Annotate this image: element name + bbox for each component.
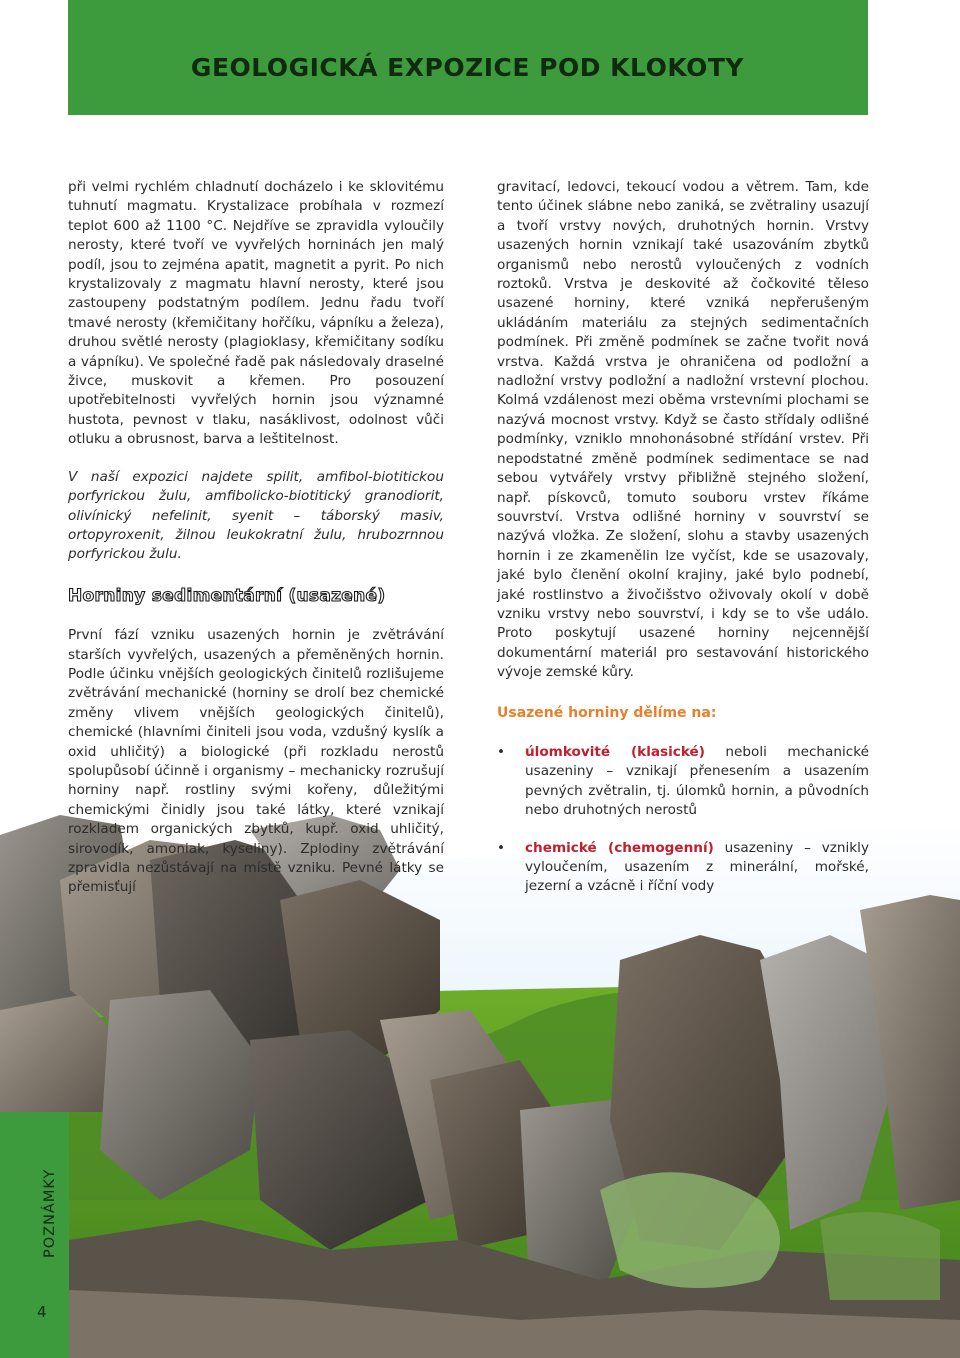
- list-item: [497, 839, 869, 897]
- page-number: 4: [37, 1303, 47, 1321]
- notes-sidebar: [0, 1112, 69, 1358]
- left-paragraph-1: při velmi rychlém chladnutí docházelo i ke sklovitému tuhnutí magmatu. Krystalizace probíhala v rozmezí teplot 600 až 1100 °C. Nejdříve se zpravidla vyloučily nerosty, které tvoří ve vyvřelých horninách jen malý podíl, jsou to zejména apatit, magnetit a pyrit. Po nich krystalizovaly z magmatu hlavní nerosty, které jsou zastoupeny podstatným podílem. Jednu řadu tvoří tmavé nerosty (křemičitany hořčíku, vápníku a železa), druhou světlé nerosty (plagioklasy, křemičitany sodíku a vápníku). Ve společné řadě pak následovaly draselné živce, muskovit a křemen. Pro posouzení upotřebitelnosti vyvřelých hornin jsou významné hustota, pevnost v tlaku, nasáklivost, odolnost vůči otluku a obrusnost, barva a leštitelnost.: [68, 179, 444, 448]
- bullet-term: chemické (chemogenní): [525, 839, 714, 856]
- bullet-text: usazeniny – vznikly vyloučením, usazením z minerální, mořské, jezerní a vzácně i říční vody: [525, 839, 869, 895]
- page-title: GEOLOGICKÁ EXPOZICE POD KLOKOTY: [190, 53, 744, 82]
- bullet-text: neboli mechanické usazeniny – vznikají přenesením a usazením pevných zvětralin, tj. úlomků hornin, a původních nebo druhotných nerostů: [525, 743, 869, 819]
- left-column: [68, 178, 444, 898]
- right-paragraph-1: gravitací, ledovci, tekoucí vodou a větrem. Tam, kde tento účinek slábne nebo zaniká, se zvětraliny usazují a tvoří vrstvy nových, druhotných hornin. Vrstvy usazených hornin vznikají také usazováním zbytků organismů nebo nerostů vyloučených z vodních roztoků. Vrstva je deskovité až čočkovité těleso usazené horniny, které vzniká nepřerušeným ukládáním materiálu za stejných sedimentačních podmínek. Při změně podmínek se začne tvořit nová vrstva. Každá vrstva je ohraničena od podložní a nadložní vrstvy podložní a nadložní vrstevní plochou. Kolmá vzdálenost mezi oběma vrstevními plochami se nazývá mocnost vrstvy. Když se často střídaly odlišné podmínky, vzniklo mnohonásobné střídání vrstev. Při nepodstatné změně podmínek sedimentace se nad sebou vytvářely vrstvy přibližně stejného složení, např. pískovců, tomuto souboru vrstev říkáme souvrství. Vrstva odlišné horniny v souvrství se nazývá vložka. Ze složení, slohu a stavby usazených hornin i ze zkamenělin lze vyčíst, kde se usazovaly, jaké bylo členění okolní krajiny, jaké bylo podnebí, jaké rostlinstvo a živočišstvo oživovaly okolí v době vzniku vrstvy nebo souvrství, i kdy se to vše událo. Proto poskytují usazené horniny nejcennější dokumentární materiál pro sestavování historického vývoje zemské kůry.: [497, 179, 869, 681]
- subheading: Usazené horniny dělíme na:: [497, 704, 717, 721]
- header-banner: [68, 0, 868, 115]
- notes-label: POZNÁMKY: [42, 1168, 58, 1258]
- left-paragraph-3: První fází vzniku usazených hornin je zvětrávání starších vyvřelých, usazených a přeměněných hornin. Podle účinku vnějších geologických činitelů rozlišujeme zvětrávání mechanické (horniny se drolí bez chemické změny vlivem vnějších geologických činitelů), chemické (hlavními činiteli jsou voda, vzdušný kyslík a oxid uhličitý) a biologické (při rozkladu nerostů spolupůsobí účinně i organismy – mechanicky rozrušují horniny např. rostliny svými kořeny, důležitými chemickými činidly jsou také látky, které vznikají rozkladem organických zbytků, kupř. oxid uhličitý, sirovodík, amoniak, kyseliny). Zplodiny zvětrávání zpravidla nezůstávají na místě vzniku. Pevné látky se přemisťují: [68, 627, 444, 896]
- section-heading: Horniny sedimentární (usazené): [68, 585, 386, 606]
- bullet-list: [497, 743, 869, 897]
- list-item: [497, 743, 869, 821]
- bullet-term: úlomkovité (klasické): [525, 743, 705, 760]
- bullet-icon: •: [497, 743, 506, 760]
- bullet-icon: •: [497, 839, 506, 856]
- exposition-list-paragraph: V naší expozici najdete spilit, amfibol-biotitickou porfyrickou žulu, amfibolicko-biotitický granodiorit, olivínický nefelinit, syenit – táborský masiv, ortopyroxenit, žilnou leukokratní žulu, hrubozrnnou porfyrickou žulu.: [68, 468, 444, 563]
- right-column: [497, 178, 869, 915]
